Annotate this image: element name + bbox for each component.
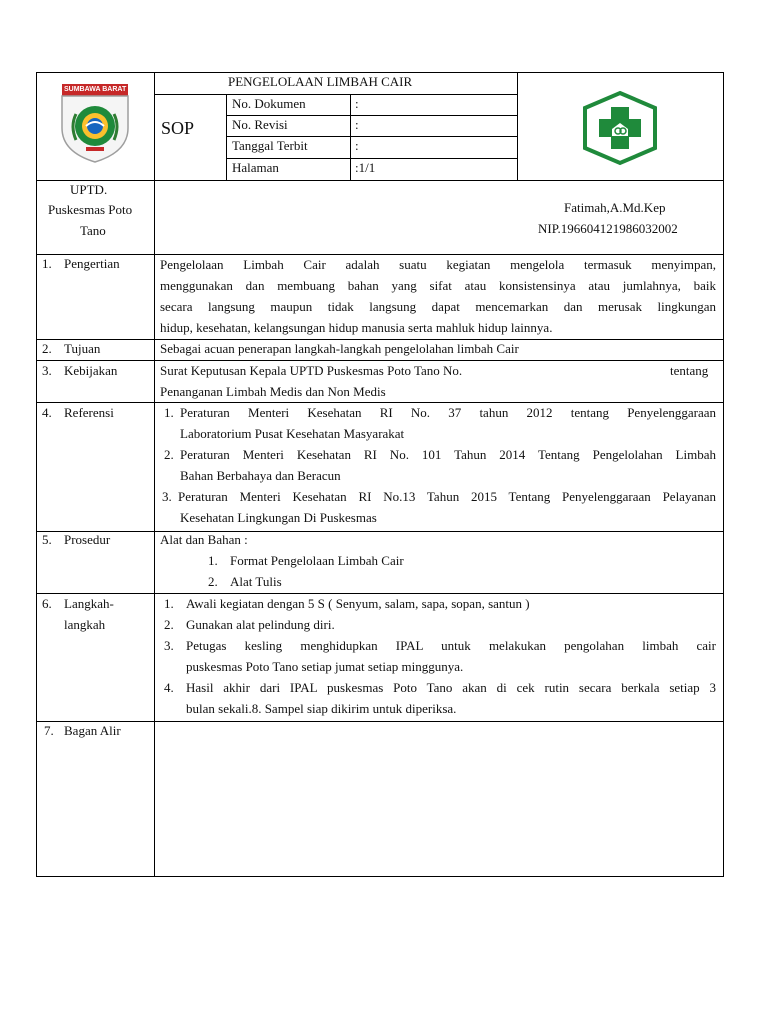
referensi-num: 2.	[164, 447, 174, 462]
bagan-alir-area	[155, 722, 723, 876]
field-value-halaman: :1/1	[355, 160, 376, 175]
section-num-4: 4.	[42, 405, 52, 420]
prosedur-item: Format Pengelolaan Limbah Cair	[230, 553, 404, 568]
section-label-kebijakan: Kebijakan	[64, 363, 118, 378]
field-label-dokumen: No. Dokumen	[232, 96, 306, 111]
pengertian-line: Pengelolaan Limbah Cair adalah suatu kegiatan mengelola termasuk menyimpan,	[160, 257, 716, 272]
prosedur-num: 2.	[208, 574, 218, 589]
org-line2: Puskesmas Poto	[48, 202, 133, 217]
langkah-line: Petugas kesling menghidupkan IPAL untuk melakukan pengolahan limbah cair	[186, 638, 716, 653]
regency-logo	[56, 80, 134, 166]
signatory-nip: NIP.196604121986032002	[538, 221, 678, 236]
langkah-num: 4.	[164, 680, 174, 695]
prosedur-item: Alat Tulis	[230, 574, 282, 589]
field-value-tanggal: :	[355, 138, 359, 153]
org-line1: UPTD.	[70, 182, 108, 197]
langkah-line: Hasil akhir dari IPAL puskesmas Poto Tano akan di cek rutin secara berkala setiap 3	[186, 680, 716, 695]
section-label-langkah1: Langkah-	[64, 596, 114, 611]
section-num-2: 2.	[42, 341, 52, 356]
section-label-tujuan: Tujuan	[64, 341, 101, 356]
kebijakan-line1a: Surat Keputusan Kepala UPTD Puskesmas Poto Tano No.	[160, 363, 463, 378]
field-label-revisi: No. Revisi	[232, 117, 288, 132]
langkah-line: bulan sekali.8. Sampel siap dikirim untuk diperiksa.	[186, 701, 457, 716]
field-value-revisi: :	[355, 117, 359, 132]
referensi-line: Peraturan Menteri Kesehatan RI No. 37 tahun 2012 tentang Penyelenggaraan	[180, 405, 716, 420]
signatory-name: Fatimah,A.Md.Kep	[564, 200, 666, 215]
page-title: PENGELOLAAN LIMBAH CAIR	[228, 74, 413, 89]
referensi-num: 3.	[162, 489, 172, 504]
org-line3: Tano	[80, 223, 106, 238]
field-label-tanggal: Tanggal Terbit	[232, 138, 308, 153]
section-num-6: 6.	[42, 596, 52, 611]
prosedur-num: 1.	[208, 553, 218, 568]
kebijakan-line2: Penanganan Limbah Medis dan Non Medis	[160, 384, 386, 399]
section-num-5: 5.	[42, 532, 52, 547]
sop-label: SOP	[161, 118, 195, 138]
section-label-langkah2: langkah	[64, 617, 106, 632]
referensi-line: Laboratorium Pusat Kesehatan Masyarakat	[180, 426, 405, 441]
langkah-line: Awali kegiatan dengan 5 S ( Senyum, salam, sapa, sopan, santun )	[186, 596, 530, 611]
prosedur-intro: Alat dan Bahan :	[160, 532, 248, 547]
field-value-dokumen: :	[355, 96, 359, 111]
tujuan-text: Sebagai acuan penerapan langkah-langkah pengelolahan limbah Cair	[160, 341, 519, 356]
langkah-num: 3.	[164, 638, 174, 653]
section-label-prosedur: Prosedur	[64, 532, 111, 547]
field-label-halaman: Halaman	[232, 160, 279, 175]
referensi-line: Peraturan Menteri Kesehatan RI No. 101 Tahun 2014 Tentang Pengelolahan Limbah	[180, 447, 716, 462]
section-num-3: 3.	[42, 363, 52, 378]
referensi-line: Bahan Berbahaya dan Beracun	[180, 468, 341, 483]
logo-text: SUMBAWA BARAT	[64, 86, 127, 93]
section-label-bagan-alir: Bagan Alir	[64, 723, 121, 738]
referensi-line: Kesehatan Lingkungan Di Puskesmas	[180, 510, 377, 525]
section-num-7: 7.	[44, 723, 54, 738]
kebijakan-line1b: tentang	[670, 363, 709, 378]
section-num-1: 1.	[42, 256, 52, 271]
puskesmas-logo	[582, 90, 658, 166]
pengertian-line: hidup, kesehatan, kelangsungan hidup manusia serta mahluk hidup lainnya.	[160, 320, 553, 335]
referensi-line: Peraturan Menteri Kesehatan RI No.13 Tahun 2015 Tentang Penyelenggaraan Pelayanan	[178, 489, 716, 504]
referensi-num: 1.	[164, 405, 174, 420]
langkah-num: 2.	[164, 617, 174, 632]
pengertian-text	[160, 254, 716, 338]
langkah-line: puskesmas Poto Tano setiap jumat setiap minggunya.	[186, 659, 464, 674]
langkah-num: 1.	[164, 596, 174, 611]
section-label-referensi: Referensi	[64, 405, 114, 420]
langkah-line: Gunakan alat pelindung diri.	[186, 617, 335, 632]
pengertian-line: secara langsung maupun tidak langsung dapat mencemarkan dan merusak lingkungan	[160, 299, 716, 314]
section-label-pengertian: Pengertian	[64, 256, 120, 271]
pengertian-line: menggunakan dan membuang bahan yang sifat atau konsistensinya atau jumlahnya, baik	[160, 278, 716, 293]
